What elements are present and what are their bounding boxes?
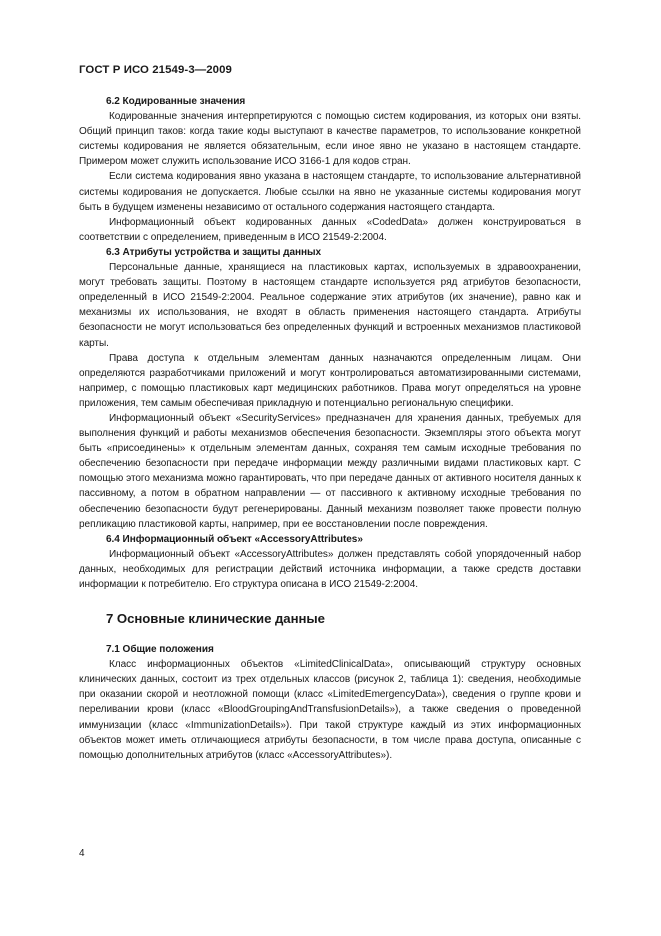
section-heading-6-2: 6.2 Кодированные значения	[106, 96, 246, 107]
section-heading-6-4: 6.4 Информационный объект «AccessoryAttributes»	[106, 533, 363, 545]
paragraph: Если система кодирования явно указана в настоящем стандарте, то использование альтернативной системы кодирования не допускается. Любые ссылки на явно не указанные системы кодирования могут быть в будущем изменены независимо от остального содержания настоящего стандарта.	[79, 171, 581, 213]
page-number: 4	[79, 848, 85, 859]
document-header: ГОСТ Р ИСО 21549-3—2009	[79, 64, 232, 76]
section-heading-7-1: 7.1 Общие положения	[106, 644, 214, 656]
paragraph: Кодированные значения интерпретируются с помощью систем кодирования, из которых они взяты. Общий принцип таков: когда такие коды выступают в качестве параметров, то использование конкретной системы кодирования не является обязательным, если иное явно не указано в настоящем стандарте. Примером может служить использование ИСО 3166-1 для кодов стран.	[79, 111, 581, 168]
section-heading-6-3: 6.3 Атрибуты устройства и защиты данных	[106, 246, 322, 258]
chapter-heading-7: 7 Основные клинические данные	[106, 611, 325, 627]
paragraph: Класс информационных объектов «LimitedClinicalData», описывающий структуру основных клинических данных, состоит из трех отдельных классов (рисунок 2, таблица 1): сведения, необходимые при оказании скорой и неотложной помощи (класс «LimitedEmergencyData»), сведения о группе крови и переливании крови (класс «BloodGroupingAndTransfusionDetails»), а также сведения о проведенной иммунизации (класс «ImmunizationDetails»). При такой структуре каждый из этих информационных объектов может иметь отличающиеся атрибуты безопасности, в том числе права доступа, описанные с помощью дополнительных атрибутов (класс «AccessoryAttributes»).	[79, 659, 581, 761]
page-body	[79, 94, 581, 763]
paragraph: Информационный объект кодированных данных «CodedData» должен конструироваться в соответствии с определением, приведенным в ИСО 21549-2:2004.	[79, 216, 581, 243]
paragraph: Права доступа к отдельным элементам данных назначаются определенным лицам. Они определяются разработчиками приложений и могут контролироваться автоматизированными системами, например, с помощью пластиковых карт медицинских работников. Права могут определяться на уровне приложения, тем самым обеспечивая прикладную и потенциально региональную специфики.	[79, 352, 581, 409]
paragraph: Информационный объект «SecurityServices» предназначен для хранения данных, требуемых для выполнения функций и работы механизмов обеспечения безопасности. Экземпляры этого объекта могут быть «присоединены» к отдельным элементам данных, сохраняя тем самым исходные требования по обеспечению безопасности при передаче информации между различными видами пластиковых карт. С помощью этого механизма можно гарантировать, что при передаче данных от активного носителя данных к пассивному, а потом в обратном направлении — от пассивного к активному исходные требования по обеспечению безопасности будут регенерированы. Данный механизм позволяет также провести полную репликацию пластиковой карты, например, при ее восстановлении после повреждения.	[79, 412, 581, 530]
paragraph: Информационный объект «AccessoryAttributes» должен представлять собой упорядоченный набор данных, необходимых для регистрации действий источника информации, а также средств доставки информации к потребителю. Его структура описана в ИСО 21549-2:2004.	[79, 548, 581, 590]
paragraph: Персональные данные, хранящиеся на пластиковых картах, используемых в здравоохранении, могут требовать защиты. Поэтому в настоящем стандарте используется ряд атрибутов безопасности, определенный в ИСО 21549-2:2004. Реальное содержание этих атрибутов (их значение), равно как и механизмы их использования, не входят в область применения настоящего стандарта. Атрибуты безопасности не могут использоваться без определенных функций и встроенных механизмов пластиковой карты.	[79, 262, 581, 349]
